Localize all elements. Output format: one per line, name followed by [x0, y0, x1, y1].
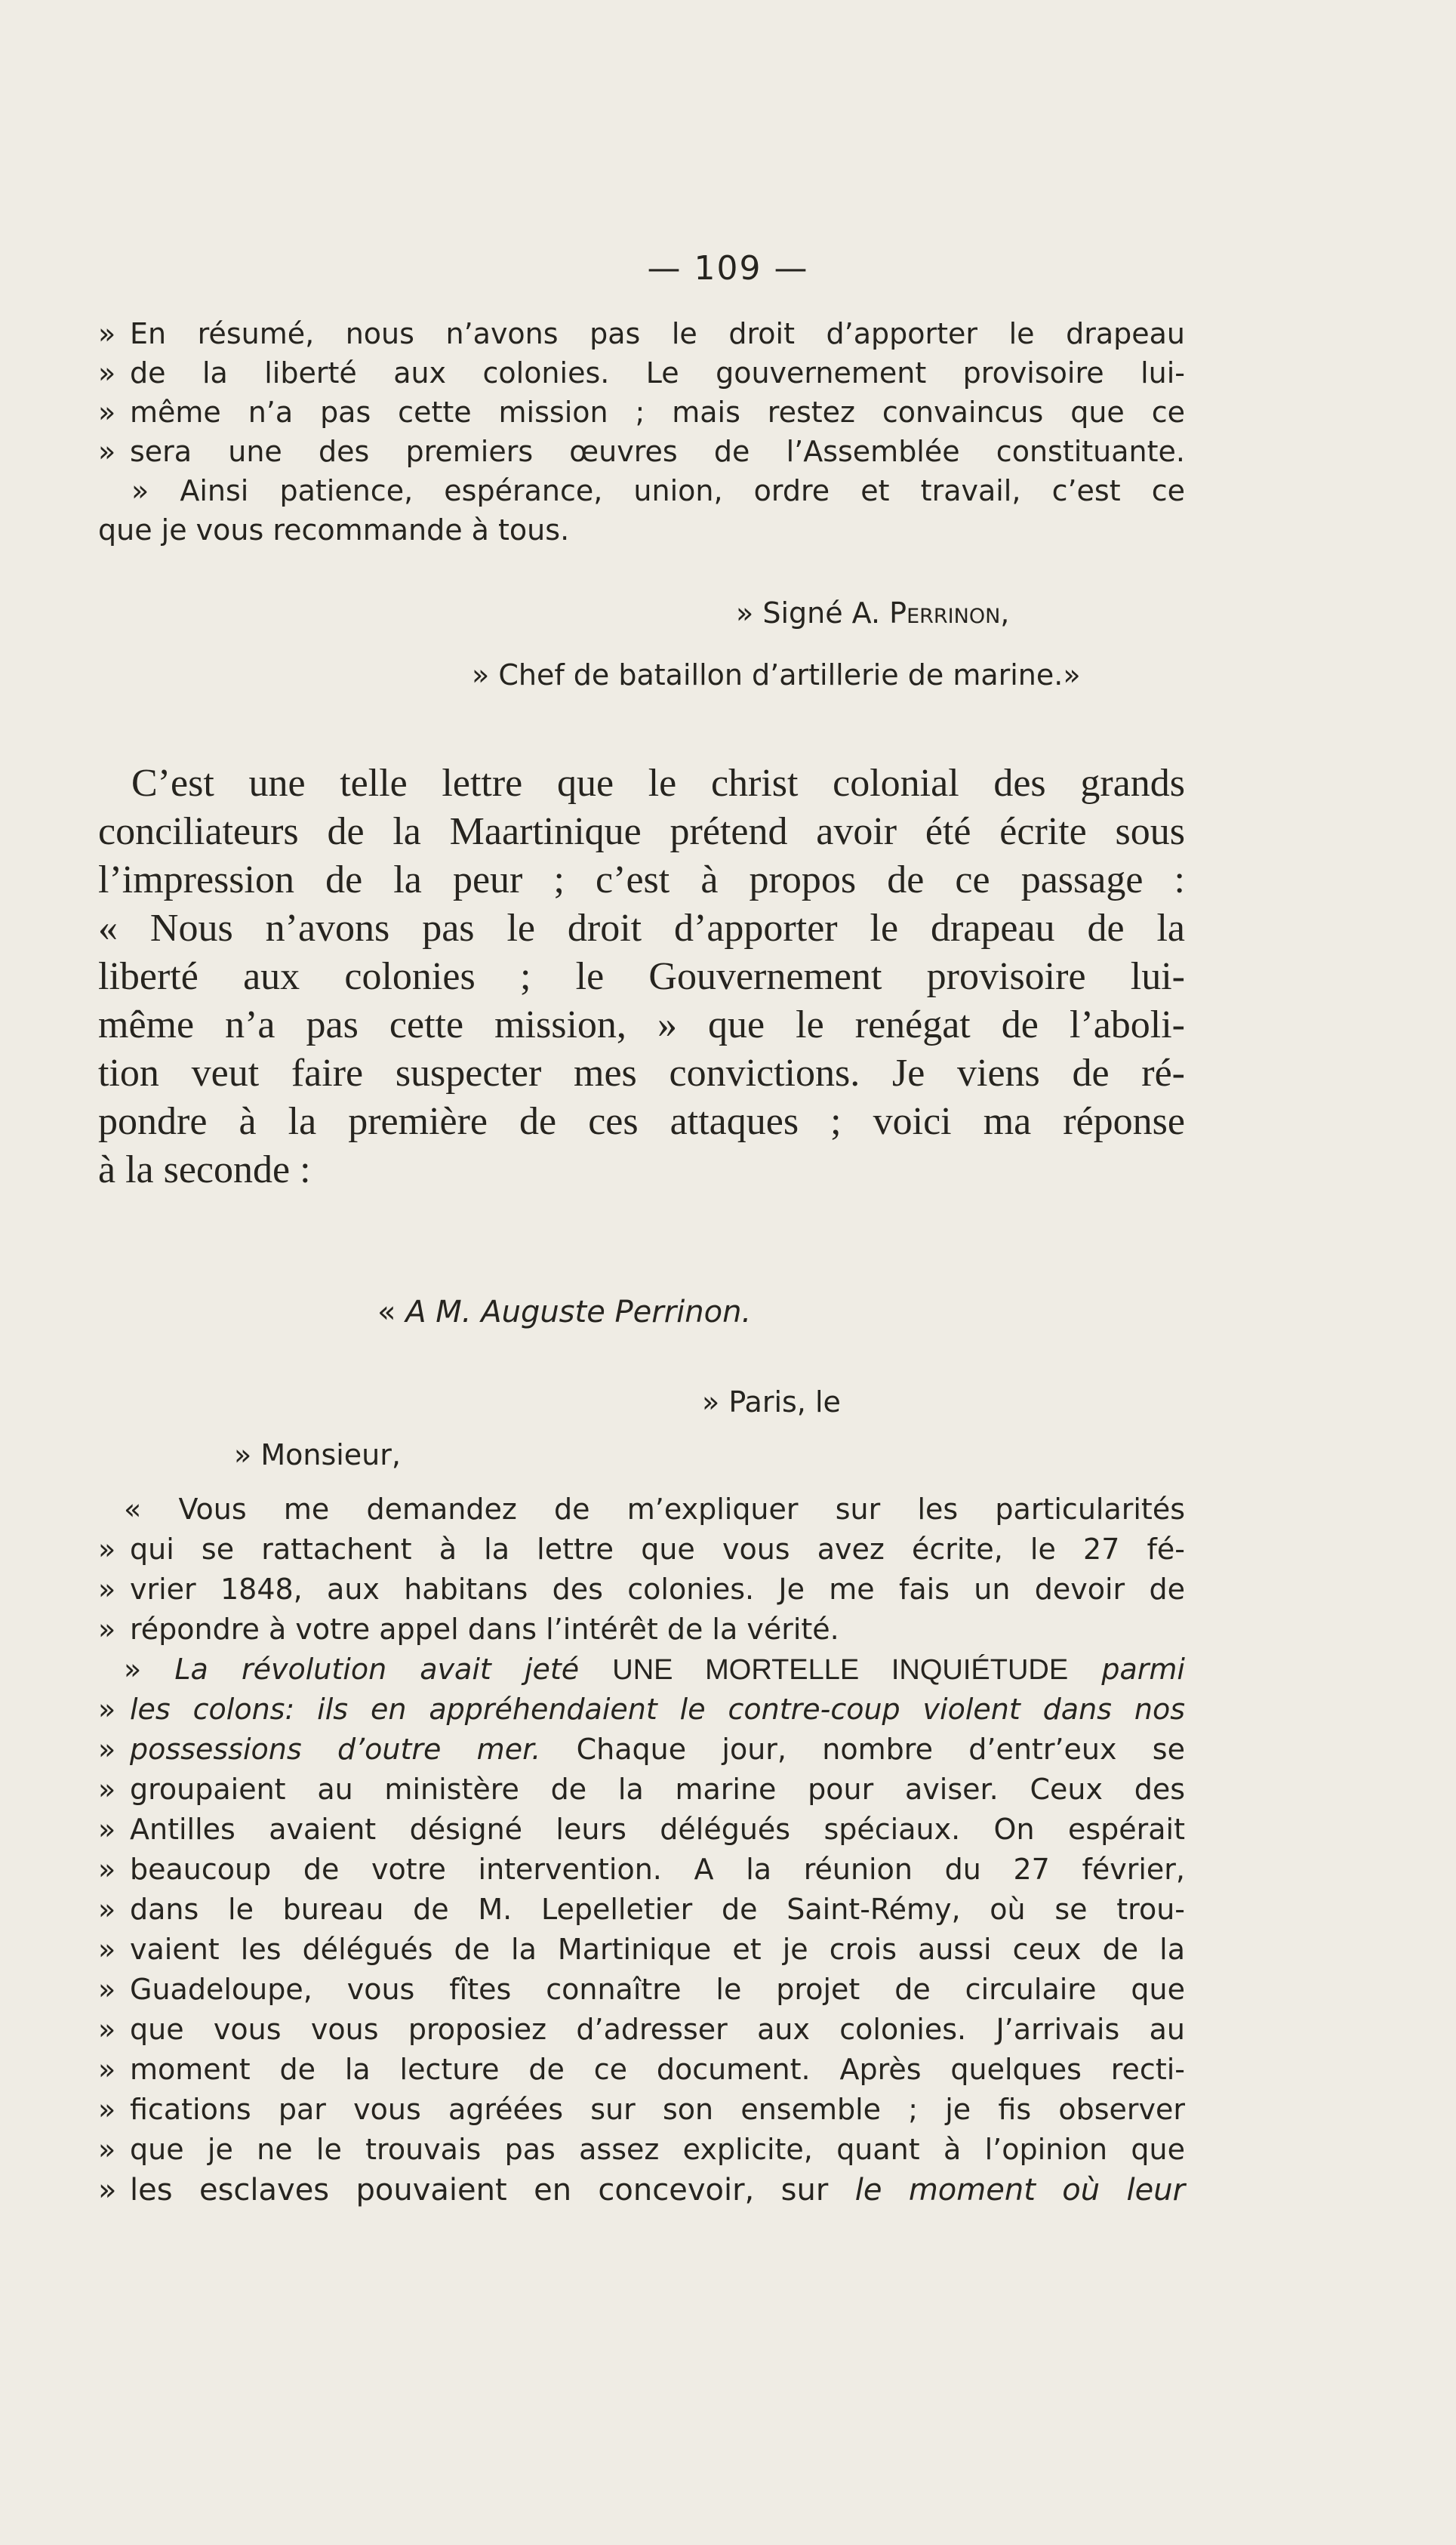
text-line: » même n’a pas cette mission ; mais restez convaincus que ce — [98, 396, 1185, 429]
letter-salutation: » Monsieur, — [234, 1438, 401, 1471]
text-line: » que vous vous proposiez d’adresser aux colonies. J’arrivais au — [98, 2013, 1185, 2046]
text-line: » répondre à votre appel dans l’intérêt de la vérité. — [98, 1613, 839, 1646]
text-line: » dans le bureau de M. Lepelletier de Saint-Rémy, où se trou- — [98, 1893, 1185, 1926]
text-line: » beaucoup de votre intervention. A la réunion du 27 février, — [98, 1853, 1185, 1886]
text-line: » Guadeloupe, vous fîtes connaître le projet de circulaire que — [98, 1973, 1185, 2006]
signature: » Signé A. Perrinon, — [736, 596, 1010, 630]
text-line: » En résumé, nous n’avons pas le droit d’apporter le drapeau — [98, 317, 1185, 350]
text-line: » possessions d’outre mer. Chaque jour, nombre d’entr’eux se — [98, 1733, 1185, 1766]
signature-name: Perrinon, — [889, 596, 1010, 630]
text-line: liberté aux colonies ; le Gouvernement provisoire lui- — [98, 955, 1185, 998]
text-line: conciliateurs de la Maartinique prétend avoir été écrite sous — [98, 810, 1185, 853]
text-line: » fications par vous agréées sur son ensemble ; je fis observer — [98, 2093, 1185, 2126]
text-line: » La révolution avait jeté UNE MORTELLE INQUIÉTUDE parmi — [124, 1653, 1185, 1686]
text-line: » Antilles avaient désigné leurs délégués spéciaux. On espérait — [98, 1813, 1185, 1846]
text-line: tion veut faire suspecter mes convictions. Je viens de ré- — [98, 1052, 1185, 1095]
text-line: « Vous me demandez de m’expliquer sur les particularités — [124, 1493, 1185, 1526]
signature-title: » Chef de bataillon d’artillerie de marine.» — [472, 658, 1081, 692]
text-line: » groupaient au ministère de la marine pour aviser. Ceux des — [98, 1773, 1185, 1806]
text-line: » sera une des premiers œuvres de l’Assemblée constituante. — [98, 435, 1185, 468]
text-line: » de la liberté aux colonies. Le gouvernement provisoire lui- — [98, 356, 1185, 390]
text-line: pondre à la première de ces attaques ; voici ma réponse — [98, 1100, 1185, 1143]
letter-address: « A M. Auguste Perrinon. — [377, 1295, 752, 1330]
text-line: » qui se rattachent à la lettre que vous avez écrite, le 27 fé- — [98, 1533, 1185, 1566]
text-line: même n’a pas cette mission, » que le renégat de l’aboli- — [98, 1003, 1185, 1046]
text-line: « Nous n’avons pas le droit d’apporter le drapeau de la — [98, 907, 1185, 950]
text-line: » les colons: ils en appréhendaient le contre-coup violent dans nos — [98, 1693, 1185, 1726]
text-line: » que je ne le trouvais pas assez explicite, quant à l’opinion que — [98, 2133, 1185, 2166]
letter-place: » Paris, le — [702, 1385, 841, 1419]
text-line: » vaient les délégués de la Martinique et je crois aussi ceux de la — [98, 1933, 1185, 1966]
text-line: » vrier 1848, aux habitans des colonies. Je me fais un devoir de — [98, 1573, 1185, 1606]
text-line: » les esclaves pouvaient en concevoir, sur le moment où leur — [98, 2173, 1186, 2208]
text-line: l’impression de la peur ; c’est à propos de ce passage : — [98, 858, 1185, 901]
text-line: que je vous recommande à tous. — [98, 513, 570, 547]
text-line: » moment de la lecture de ce document. Après quelques recti- — [98, 2053, 1185, 2086]
page-number: — 109 — — [647, 249, 809, 288]
text-line: à la seconde : — [98, 1148, 311, 1191]
text-line: » Ainsi patience, espérance, union, ordre et travail, c’est ce — [131, 474, 1185, 507]
text-line: C’est une telle lettre que le christ colonial des grands — [131, 762, 1185, 805]
